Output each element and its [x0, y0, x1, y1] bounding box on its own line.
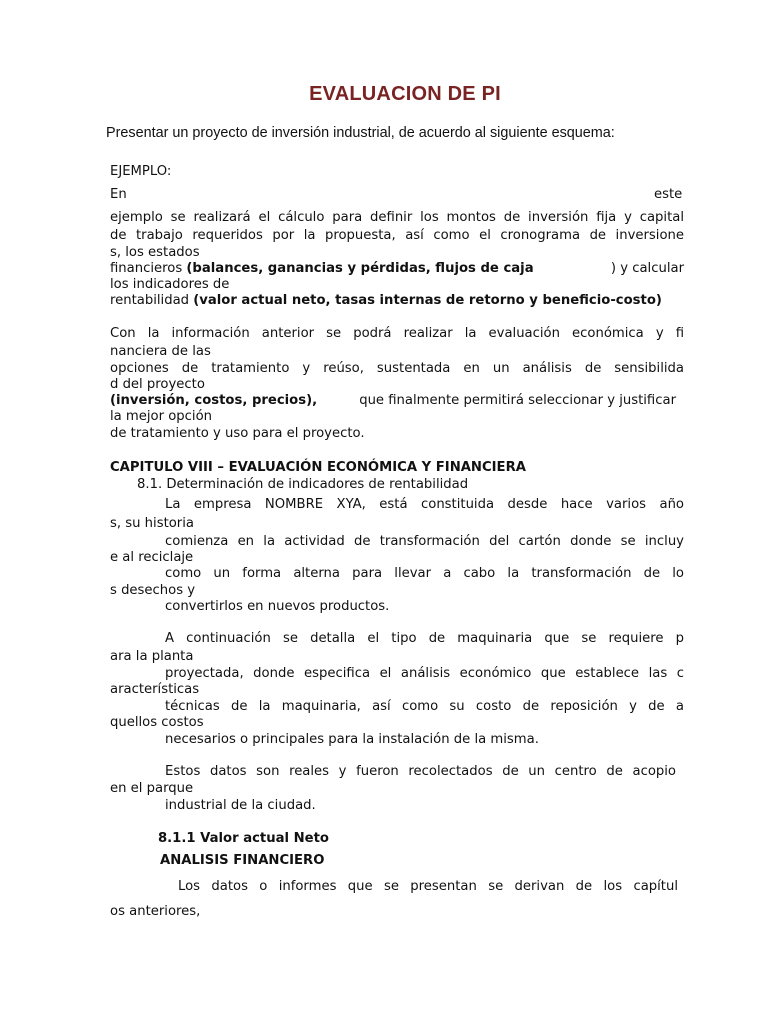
p4-line1: A continuación se detalla el tipo de maquinaria que se requiere p: [165, 631, 684, 646]
document-title: EVALUACION DE PI: [309, 83, 501, 105]
p1-line1-end: este: [654, 187, 683, 202]
p3-line7: convertirlos en nuevos productos.: [165, 599, 390, 614]
p4-line5: técnicas de la maquinaria, así como su costo de reposición y de a: [165, 699, 684, 714]
p2-line5-b: que finalmente permitirá seleccionar y justificar: [355, 393, 676, 408]
p1-line7-bold: (valor actual neto, tasas internas de retorno y beneficio-costo): [193, 293, 662, 308]
ejemplo-label: EJEMPLO:: [110, 164, 172, 179]
p1-line2: ejemplo se realizará el cálculo para definir los montos de inversión fija y capital: [110, 210, 684, 225]
p2-line5: [110, 393, 676, 409]
p5-line2: en el parque: [110, 781, 194, 796]
chapter-heading: CAPITULO VIII – EVALUACIÓN ECONÓMICA Y FINANCIERA: [110, 460, 526, 475]
p2-line5-bold: (inversión, costos, precios),: [110, 393, 318, 408]
p1-line5-a: financieros: [110, 261, 187, 276]
p3-line4: e al reciclaje: [110, 550, 194, 565]
p3-line5: como un forma alterna para llevar a cabo la transformación de lo: [165, 566, 684, 581]
p3-line1: La empresa NOMBRE XYA, está constituida desde hace varios año: [165, 497, 684, 512]
p4-line2: ara la planta: [110, 649, 194, 664]
p1-line1-start: En: [110, 187, 127, 202]
section-8-1-1-heading: 8.1.1 Valor actual Neto: [158, 831, 329, 846]
p1-line7: [110, 293, 662, 309]
p1-line4: s, los estados: [110, 245, 200, 260]
p4-line3: proyectada, donde especifica el análisis económico que establece las c: [165, 666, 684, 681]
p5-line1: Estos datos son reales y fueron recolectados de un centro de acopio: [165, 764, 676, 779]
p2-line1: Con la información anterior se podrá realizar la evaluación económica y fi: [110, 326, 684, 341]
p2-line6: la mejor opción: [110, 409, 213, 424]
p3-line3: comienza en la actividad de transformación del cartón donde se incluy: [165, 534, 684, 549]
section-8-1-heading: 8.1. Determinación de indicadores de rentabilidad: [137, 477, 469, 492]
p6-line2: os anteriores,: [110, 904, 201, 919]
p1-line6: los indicadores de: [110, 277, 230, 292]
p4-line4: aracterísticas: [110, 682, 200, 697]
p4-line7: necesarios o principales para la instalación de la misma.: [165, 732, 539, 747]
p4-line6: quellos costos: [110, 715, 204, 730]
p1-line7-a: rentabilidad: [110, 293, 194, 308]
analisis-financiero-heading: ANALISIS FINANCIERO: [160, 853, 325, 868]
p2-line7: de tratamiento y uso para el proyecto.: [110, 426, 365, 441]
p5-line3: industrial de la ciudad.: [165, 798, 316, 813]
p3-line2: s, su historia: [110, 516, 194, 531]
intro-text: Presentar un proyecto de inversión industrial, de acuerdo al siguiente esquema:: [106, 125, 615, 141]
p3-line6: s desechos y: [110, 583, 196, 598]
p6-line1: Los datos o informes que se presentan se derivan de los capítul: [178, 879, 678, 894]
p2-line3: opciones de tratamiento y reúso, sustentada en un análisis de sensibilida: [110, 361, 684, 376]
p1-line5-c: ) y calcular: [610, 261, 684, 276]
p2-line2: nanciera de las: [110, 344, 211, 359]
p1-line5: [110, 261, 684, 277]
p1-line3: de trabajo requeridos por la propuesta, así como el cronograma de inversione: [110, 228, 684, 243]
p1-line5-bold: (balances, ganancias y pérdidas, flujos de caja: [186, 261, 534, 276]
p2-line4: d del proyecto: [110, 377, 205, 392]
